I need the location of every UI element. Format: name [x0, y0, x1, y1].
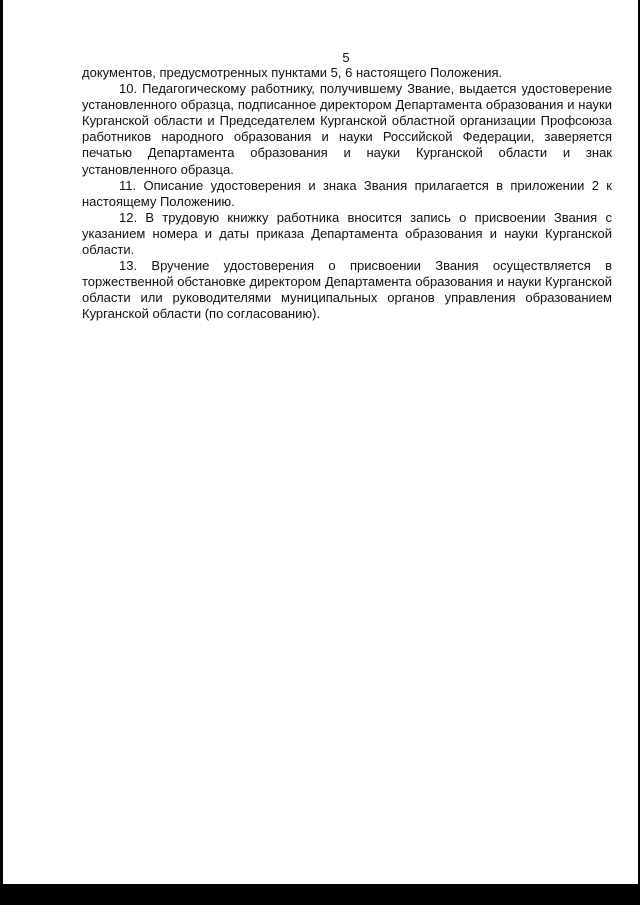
paragraph-11: 11. Описание удостоверения и знака Звания прилагается в приложении 2 к настоящему Положению. — [82, 177, 612, 209]
paragraph-10: 10. Педагогическому работнику, получившему Звание, выдается удостоверение установленного образца, подписанное директором Департамента образования и науки Курганской области и Председателем Курганской областной организации Профсоюза работников народного образования и науки Российской Федерации, заверяется печатью Департамента образования и науки Курганской области и знак установленного образца. — [82, 81, 612, 177]
paragraph-13: 13. Вручение удостоверения о присвоении Звания осуществляется в торжественной обстановке директором Департамента образования и науки Курганской области или руководителями муниципальных органов управления образованием Курганской области (по согласованию). — [82, 258, 612, 322]
scan-bottom-band — [0, 884, 640, 905]
scan-left-border — [0, 0, 3, 905]
page-number: 5 — [342, 50, 350, 65]
paragraph-continuation: документов, предусмотренных пунктами 5, 6 настоящего Положения. — [82, 65, 503, 80]
paragraph-12: 12. В трудовую книжку работника вносится запись о присвоении Звания с указанием номера и даты приказа Департамента образования и науки Курганской области. — [82, 209, 612, 258]
document-body — [82, 65, 612, 323]
